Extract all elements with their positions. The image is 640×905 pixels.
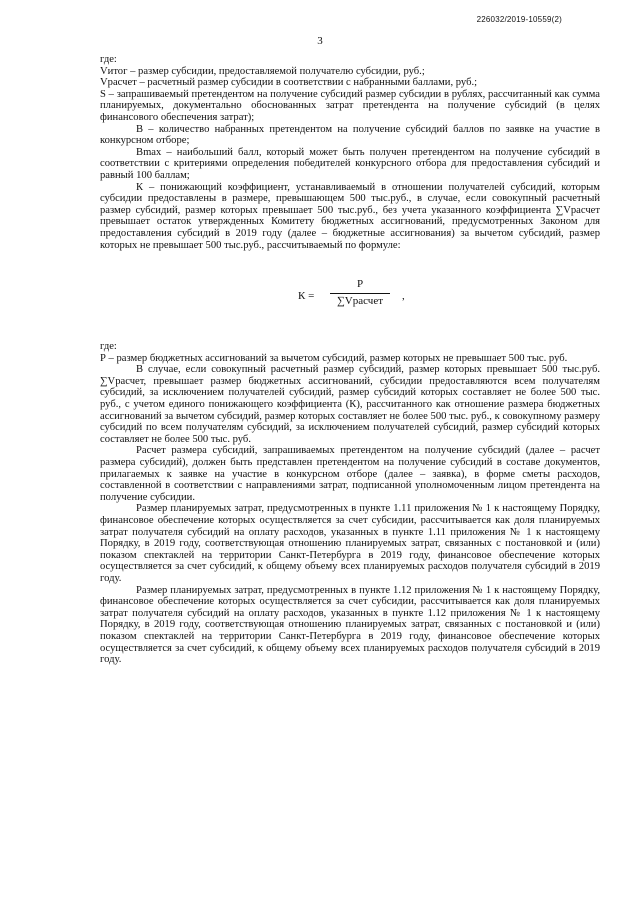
- paragraph-item-1-12: Размер планируемых затрат, предусмотренных в пункте 1.12 приложения № 1 к настоящему Порядку, финансовое обеспечение которых осуществляется за счет субсидии, рассчитывается как доля планируемых затрат получателя субсидий на оплату расходов, указанных в пункте 1.12 приложения № 1 к настоящему Порядку, в 2019 году, соответствующая отношению планируемых затрат, связанных с постановкой и (или) показом спектаклей на территории Санкт-Петербурга в 2019 году, финансовое обеспечение которых осуществляется за счет субсидий, к общему объему всех планируемых расходов получателя субсидий в 2019 году.: [100, 584, 600, 666]
- paragraph-item-1-11: Размер планируемых затрат, предусмотренных в пункте 1.11 приложения № 1 к настоящему Порядку, финансовое обеспечение которых осуществляется за счет субсидии, рассчитывается как доля планируемых затрат получателя субсидий на оплату расходов, указанных в пункте 1.11 приложения № 1 к настоящему Порядку, в 2019 году, соответствующая отношению планируемых затрат, связанных с постановкой и (или) показом спектаклей на территории Санкт-Петербурга в 2019 году, финансовое обеспечение которых осуществляется за счет субсидий, к общему объему всех планируемых расходов получателя субсидий в 2019 году.: [100, 503, 600, 584]
- where-label: где:: [100, 54, 117, 65]
- document-body: [100, 54, 600, 666]
- formula-fraction: [330, 279, 390, 307]
- paragraph-calculation: Расчет размера субсидий, запрашиваемых претендентом на получение субсидий (далее – расчет размера субсидий), должен быть представлен претендентом на получение субсидий в составе документов, прилагаемых к заявке на участие в конкурсном отборе (далее – заявка), в форме сметы расходов, составленной в соответствии с направлениями затрат, подписанной уполномоченным лицом претендента на получение субсидии.: [100, 445, 600, 503]
- definition-vitog: Vитог – размер субсидии, предоставляемой получателю субсидии, руб.;: [100, 65, 425, 77]
- definition-s: S – запрашиваемый претендентом на получение субсидий размер субсидии в рублях, рассчитанный как сумма планируемых, документально обоснованных затрат претендента на получение субсидий (в целях финансового обеспечения затрат);: [100, 88, 600, 123]
- definition-k: К – понижающий коэффициент, устанавливаемый в отношении получателей субсидий, которым субсидии предоставлены в размере, превышающем 500 тыс.руб., в случае, если совокупный расчетный размер субсидий, размер которых превышает 500 тыс.руб., без учета указанного коэффициента ∑Vрасчет превышает остаток утвержденных Комитету бюджетных ассигнований, предусмотренных Законом для предоставления субсидий в 2019 году (далее – бюджетные ассигнования) за вычетом субсидий, размер которых не превышает 500 тыс.руб., рассчитываемый по формуле:: [100, 181, 600, 251]
- where-label-2: где:: [100, 341, 117, 353]
- formula-k: [100, 279, 600, 319]
- definition-vraschet: Vрасчет – расчетный размер субсидии в соответствии с набранными баллами, руб.;: [100, 77, 478, 89]
- formula-trail: ,: [402, 290, 405, 303]
- definition-bmax: Вmax – наибольший балл, который может быть получен претендентом на получение субсидий в соответствии с критериями определения победителей конкурсного отбора для предоставления субсидий и равный 100 баллам;: [100, 146, 600, 181]
- paragraph-case: В случае, если совокупный расчетный размер субсидий, размер которых превышает 500 тыс.руб. ∑Vрасчет, превышает размер бюджетных ассигнований, субсидии предоставляются всем получателям субсидий, за исключением получателей субсидий, размер субсидий которых составляет не более 500 тыс. руб., с учетом единого понижающего коэффициента (К), рассчитанного как отношение размера бюджетных ассигнований за вычетом субсидий, размер которых составляет не более 500 тыс. руб., к совокупному размеру субсидий по всем получателям субсидий, за исключением получателей субсидий, размер субсидий которых составляет не более 500 тыс. руб.: [100, 364, 600, 445]
- page-number: 3: [317, 35, 323, 47]
- formula-numerator: Р: [356, 278, 364, 291]
- definition-b: В – количество набранных претендентом на получение субсидий баллов по заявке на участие в конкурсном отборе;: [100, 123, 600, 147]
- document-number: 226032/2019-10559(2): [476, 15, 562, 24]
- definition-p: Р – размер бюджетных ассигнований за вычетом субсидий, размер которых не превышает 500 тыс. руб.: [100, 352, 568, 364]
- formula-denominator: ∑Vрасчет: [336, 294, 384, 307]
- formula-lhs: К =: [298, 290, 315, 303]
